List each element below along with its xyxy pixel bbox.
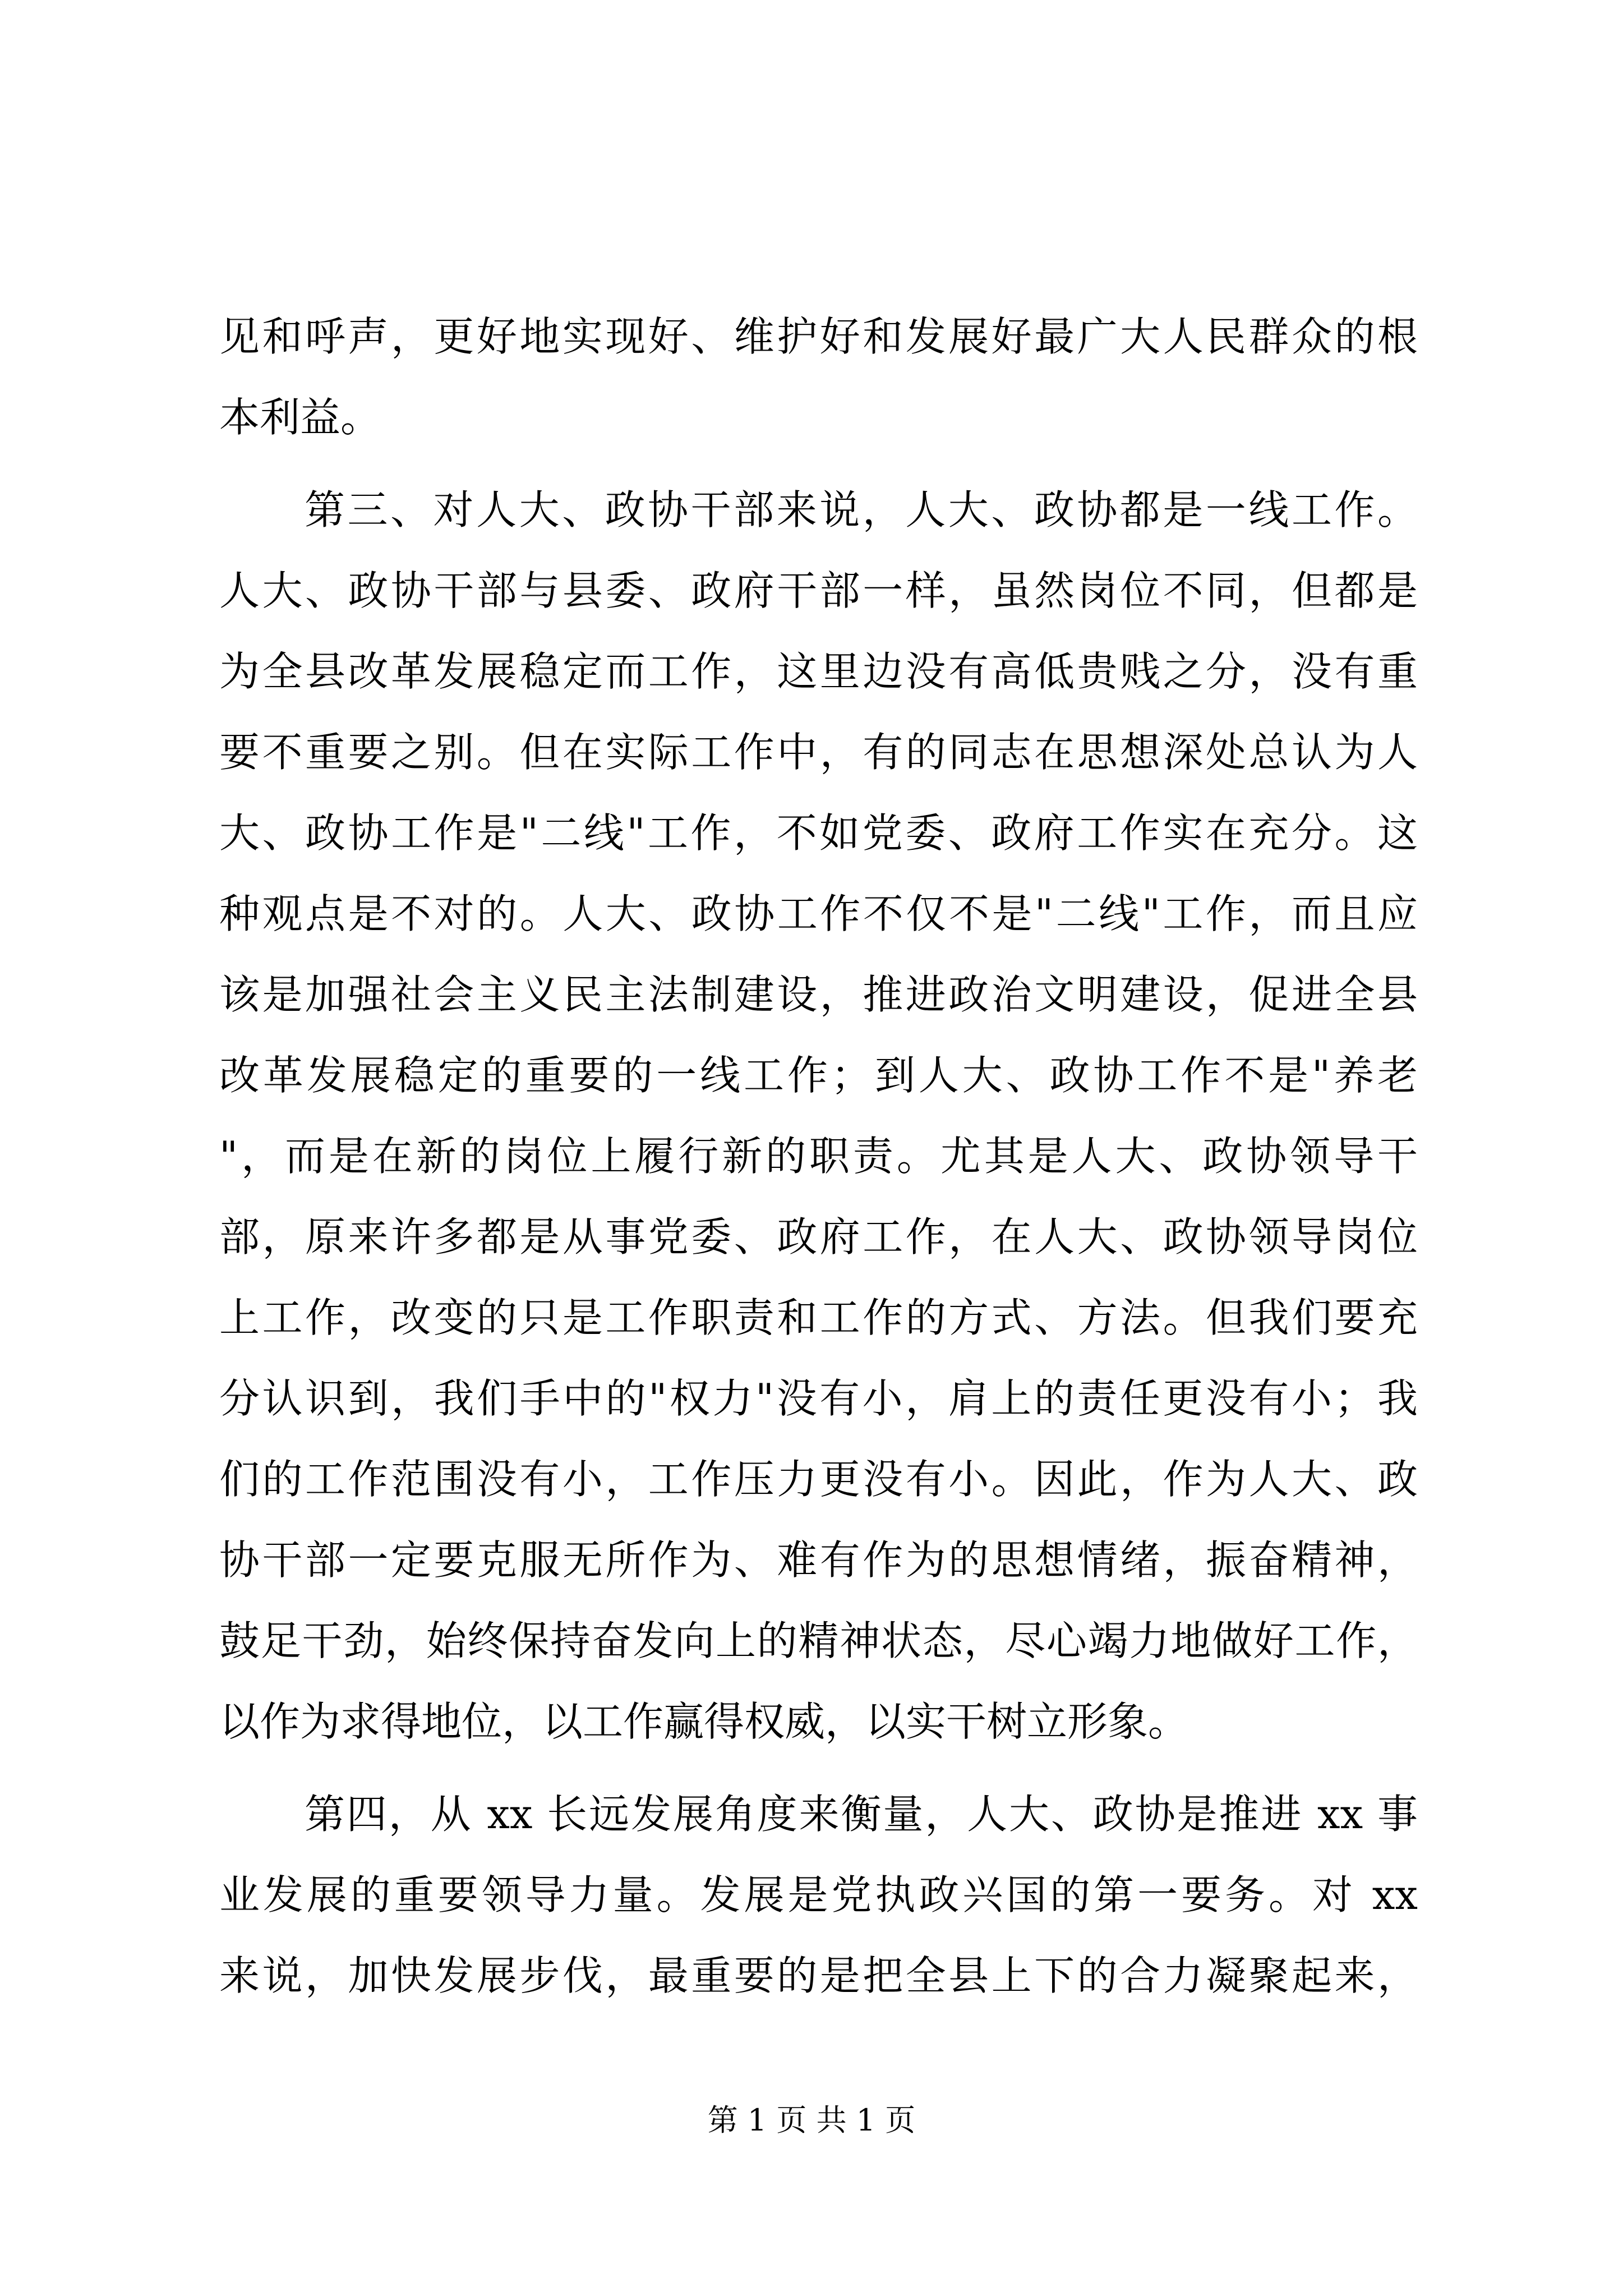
text-line: 要不重要之别。但在实际工作中，有的同志在思想深处总认为人 [219,729,1418,776]
text-line: 人大、政协干部与县委、政府干部一样，虽然岗位不同，但都是 [219,567,1418,614]
paragraph [219,1774,1418,2016]
text-line: 以作为求得地位，以工作赢得权威，以实干树立形象。 [219,1698,1189,1745]
paragraph-gap [219,1762,1418,1774]
text-line: 该是加强社会主义民主法制建设，推进政治文明建设，促进全县 [219,971,1418,1018]
paragraph-gap [219,458,1418,470]
text-line: 们的工作范围没有小，工作压力更没有小。因此，作为人大、政 [219,1456,1418,1503]
text-line: 分认识到，我们手中的"权力"没有小，肩上的责任更没有小；我 [219,1375,1418,1422]
text-line: 种观点是不对的。人大、政协工作不仅不是"二线"工作，而且应 [219,890,1418,937]
paragraph [219,296,1418,458]
text-line: 第四，从 xx 长远发展角度来衡量，人大、政协是推进 xx 事 [305,1791,1418,1838]
page-number-label: 第 1 页 共 1 页 [707,2102,916,2138]
paragraph [219,470,1418,1762]
text-line: 改革发展稳定的重要的一线工作；到人大、政协工作不是"养老 [219,1052,1418,1099]
text-line: 为全县改革发展稳定而工作，这里边没有高低贵贱之分，没有重 [219,648,1418,695]
text-line: 上工作，改变的只是工作职责和工作的方式、方法。但我们要充 [219,1294,1418,1341]
text-line: "，而是在新的岗位上履行新的职责。尤其是人大、政协领导干 [219,1133,1418,1180]
text-line: 协干部一定要克服无所作为、难有作为的思想情绪，振奋精神， [219,1536,1418,1584]
text-line: 鼓足干劲，始终保持奋发向上的精神状态，尽心竭力地做好工作， [219,1617,1418,1664]
page-footer [0,2098,1623,2143]
text-line: 本利益。 [219,394,381,441]
text-line: 大、政协工作是"二线"工作，不如党委、政府工作实在充分。这 [219,809,1418,857]
text-line: 部，原来许多都是从事党委、政府工作，在人大、政协领导岗位 [219,1213,1418,1260]
text-line: 来说，加快发展步伐，最重要的是把全县上下的合力凝聚起来， [219,1952,1418,1999]
text-line: 业发展的重要领导力量。发展是党执政兴国的第一要务。对 xx [219,1871,1418,1918]
text-line: 见和呼声，更好地实现好、维护好和发展好最广大人民群众的根 [219,313,1418,360]
text-line: 第三、对人大、政协干部来说，人大、政协都是一线工作。 [305,486,1418,533]
document-body [219,296,1418,2016]
